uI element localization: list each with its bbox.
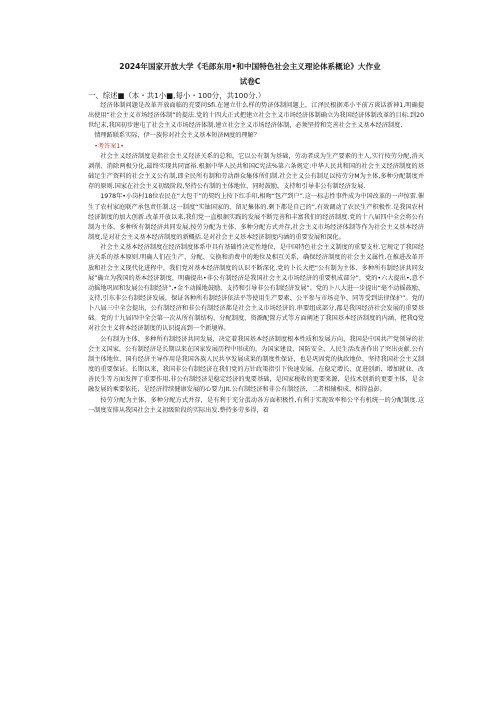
answer-paragraph: 社会主义经济制度是指社会主义羟济关系的总和，它以公有制为基础，劳动者成为生产要素的主人,实行按劳分配,消灭剥削、消除两极分化,最终实现共同富裕.根据中华人民共和国C宪法%第六条规定:中华人民共和国的社会主义经济制度的基础足生产资料的社会主义公有制,即全民所有制和劳动群众集体所们制.社会主义公有制足以按劳分M为主体,多种分配制度并存的原则.国家在社会主义初级阶段,坚持公有制的主体地位，同时鼓励、支持和引导非公有制经济发展. [88, 152, 424, 191]
document-body [88, 101, 424, 416]
intro-paragraph: 经济体制问题是改革开放面临的充要问Sfi.在建立什么样的势济体制问题上，江泽民根据邓小平前方谈话新神1,明确提出使用“社会主义市场经济体制”的提法.党的十四大正式把建立社会主义市场经济体制确立为我国经济体制改革的目标.到20世纪末,我国初步建屯了社会主义市场经济体制,建立社会主义市场经济体制，必须坚持和完善社会主义基本经济制度. [88, 102, 424, 130]
answer-paragraph: 按劳分配为主体、多种分配方式并存，是有利于充分蛋动各方面积极性,有利于实现效率和公平有机统一的分配制度.这一制度安排从我国社会主义初级阶段的实际出发.整持多劳多得，着 [88, 396, 424, 414]
document-subtitle: 试卷C [239, 77, 261, 86]
reference-answer-label: •考答案1• [94, 142, 124, 150]
answer-paragraph: 1978年•小岗村18位农民在“大包干”的契约上按下红手印,相吻“包产到户”.这一标志性事件成为中国改革的一声惊雷.催生了农村家庭联产承包责任制.这一制度“实铀国家的、留足集体的.剩下都是自己的”,有效调动了农民生产积极性.是我国农村经济制度的加大创新.改革开放以来,我们党一直根据实践的发展不断完善和丰富我们的经济制度.党的十八届四中全会将公有制为主体、多种所有制经济共同发展,按劳分配为主体、多种分配方式并存,社会主义市场经济体制等作为社会主义基本经济制度,是对社会主义基本经济制度的新概括.是对社会主义基本经济制度内涵的重要发展和深化。 [88, 193, 424, 242]
section-heading: 一、综述■（本・共1小■,每小・100分，共100分.） [88, 91, 266, 100]
question-text: 情理跖联系实际，伊一族你对社会主义基本短济M度的理解？ [94, 132, 260, 140]
answer-paragraph: 社会主义基本经济制度在经济制度体系中具有基础性决定性地位，是中国特色社会主义制度的重要支柱.它规定了我国经济关系的基本原则.明确人们在生产、分配、交换和消费中的地位及相互关系，确保经济制度的社会主义属性.在推进改革开放和社会主义现代化进程中，我们党对基本经济制度的认识不断深化.党的卜长大把“公有制为主体、多种所有制经济共同发展”确立为我国的基本经济制度，明确提出•非公有制经济是我国社会主义市场经济的重要机成部分”，党的•六大提出•,意不动摇地巩固和发展公有制经济”,•金不动摇地鼓励、支持和引导非公有制经济发展”。党的卜八大进一步提出“毫不动摇鼓励、支持,引东非公有制经济发展，保证各种所有制经济依法平等使用生产要素、公平参与市场竞争、同等受到法律保护”。党的卜八届三中全会提出，公有制经济和非公有制经济都是社会主义市场经济的.串要组成部分,都是我国经济社会发展的重要基础。党的十九届四中全会第一次从所有制结构、分配制度、资源配置方式等方面阐述了我国基本经济制度的内涵，把我Q党对社会主义将本经济制度的认识提高到一个新境界。 [88, 244, 424, 333]
document-title: 2024年国家开放大学《毛郎东用•和中国特色社会主义理论体系概论》大作业 [119, 62, 381, 71]
answer-paragraph: 公有制为主体、多种所有制经济共同发展，决定着我国基本经济制度根本性质和发展方向，我国是中国共产党领导的社会主义国家，公有制经济是长期以来在国家发展历程中形成的，为国家建设、国防安全、人民生活改善作出了突出贡献.公有制主体地位、国有经济主导作用是我国各族人民共享发展成果的制度性保证，也是巩固党的执政地位、坚持我国社会主义制度的重要保证。长期以来，我国非公有制经济在我们党的方针政策指引下快速发展，在稳定增长、促进创新、增加就业、改善民生等方面发挥了重要作用.非公有制经济是稳定经济的鬼要基础，是国家税收的更要来源，是技术创新的更要主体，是金融发展的乘要依托，是经济持续健康发展的心要力JIt.公有制经济和非公有制经济，二者相辅相成、相得益彭。 [88, 335, 424, 394]
